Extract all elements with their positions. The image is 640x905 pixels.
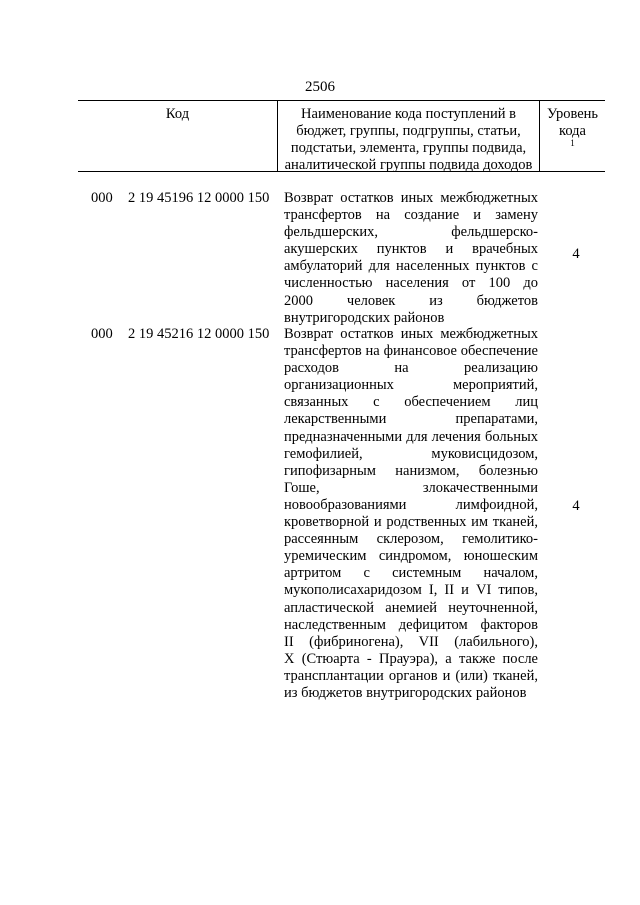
header-name-column (278, 101, 540, 171)
description-line: артритом с системным началом, (284, 565, 538, 582)
description-line: лекарственными препаратами, (284, 411, 538, 428)
income-description (284, 326, 538, 702)
description-line: фельдшерских, фельдшерско- (284, 224, 538, 241)
description-line: расходов на реализацию (284, 360, 538, 377)
header-code-column (78, 101, 278, 171)
description-line: Гоше, злокачественными (284, 479, 538, 496)
income-code: 2 19 45216 12 0000 150 (128, 326, 270, 342)
description-line: рассеянным склерозом, гемолитико- (284, 531, 538, 548)
admin-code: 000 (91, 190, 113, 206)
code-level: 4 (572, 498, 580, 514)
header-level-line2: кода $^1$ (559, 123, 586, 148)
description-line: связанных с обеспечением лиц (284, 394, 538, 411)
description-line: мукополисахаридозом I, II и VI типов, (284, 582, 538, 599)
header-code-label: Код (165, 106, 190, 122)
description-line: II (фибриногена), VII (лабильного), (284, 633, 538, 650)
description-line: новообразованиями лимфоидной, (284, 496, 538, 513)
income-code: 2 19 45196 12 0000 150 (128, 190, 270, 206)
description-line: трансфертов на финансовое обеспечение (284, 343, 538, 360)
admin-code: 000 (91, 326, 113, 342)
description-line: организационных мероприятий, (284, 377, 538, 394)
description-line: Возврат остатков иных межбюджетных (284, 326, 538, 342)
code-level: 4 (572, 246, 580, 262)
description-line: гипофизарным нанизмом, болезнью (284, 462, 538, 479)
income-description (284, 190, 538, 327)
description-line: трансфертов на создание и замену (284, 207, 538, 224)
page-number: 2506 (305, 79, 335, 95)
table-header (78, 100, 605, 172)
header-level-line1: Уровень (546, 106, 599, 122)
header-name-line: Наименование кода поступлений в (301, 106, 516, 122)
description-line: Возврат остатков иных межбюджетных (284, 190, 538, 206)
description-line: из бюджетов внутригородских районов (284, 684, 527, 701)
description-line: предназначенными для лечения больных (284, 428, 538, 445)
description-line: гемофилией, муковисцидозом, (284, 445, 538, 462)
description-line: апластической анемией неуточненной, (284, 599, 538, 616)
header-level-column (540, 101, 605, 171)
description-line: акушерских пунктов и врачебных (284, 241, 538, 258)
description-line: численностью населения от 100 до (284, 275, 538, 292)
description-line: трансплантации органов и (или) тканей, (284, 667, 538, 684)
description-line: амбулаторий для населенных пунктов с (284, 258, 538, 275)
description-line: внутригородских районов (284, 309, 445, 326)
footnote-marker: 1 (570, 138, 575, 148)
description-line: 2000 человек из бюджетов (284, 292, 538, 309)
description-line: наследственным дефицитом факторов (284, 616, 538, 633)
description-line: уремическим синдромом, юношеским (284, 548, 538, 565)
header-name-line: бюджет, группы, подгруппы, статьи, (296, 123, 521, 139)
header-name-line: подстатьи, элемента, группы подвида, (290, 140, 527, 156)
description-line: кроветворной и родственных им тканей, (284, 514, 538, 531)
header-name-line: аналитической группы подвида доходов (284, 157, 533, 173)
description-line: X (Стюарта - Прауэра), а также после (284, 650, 538, 667)
